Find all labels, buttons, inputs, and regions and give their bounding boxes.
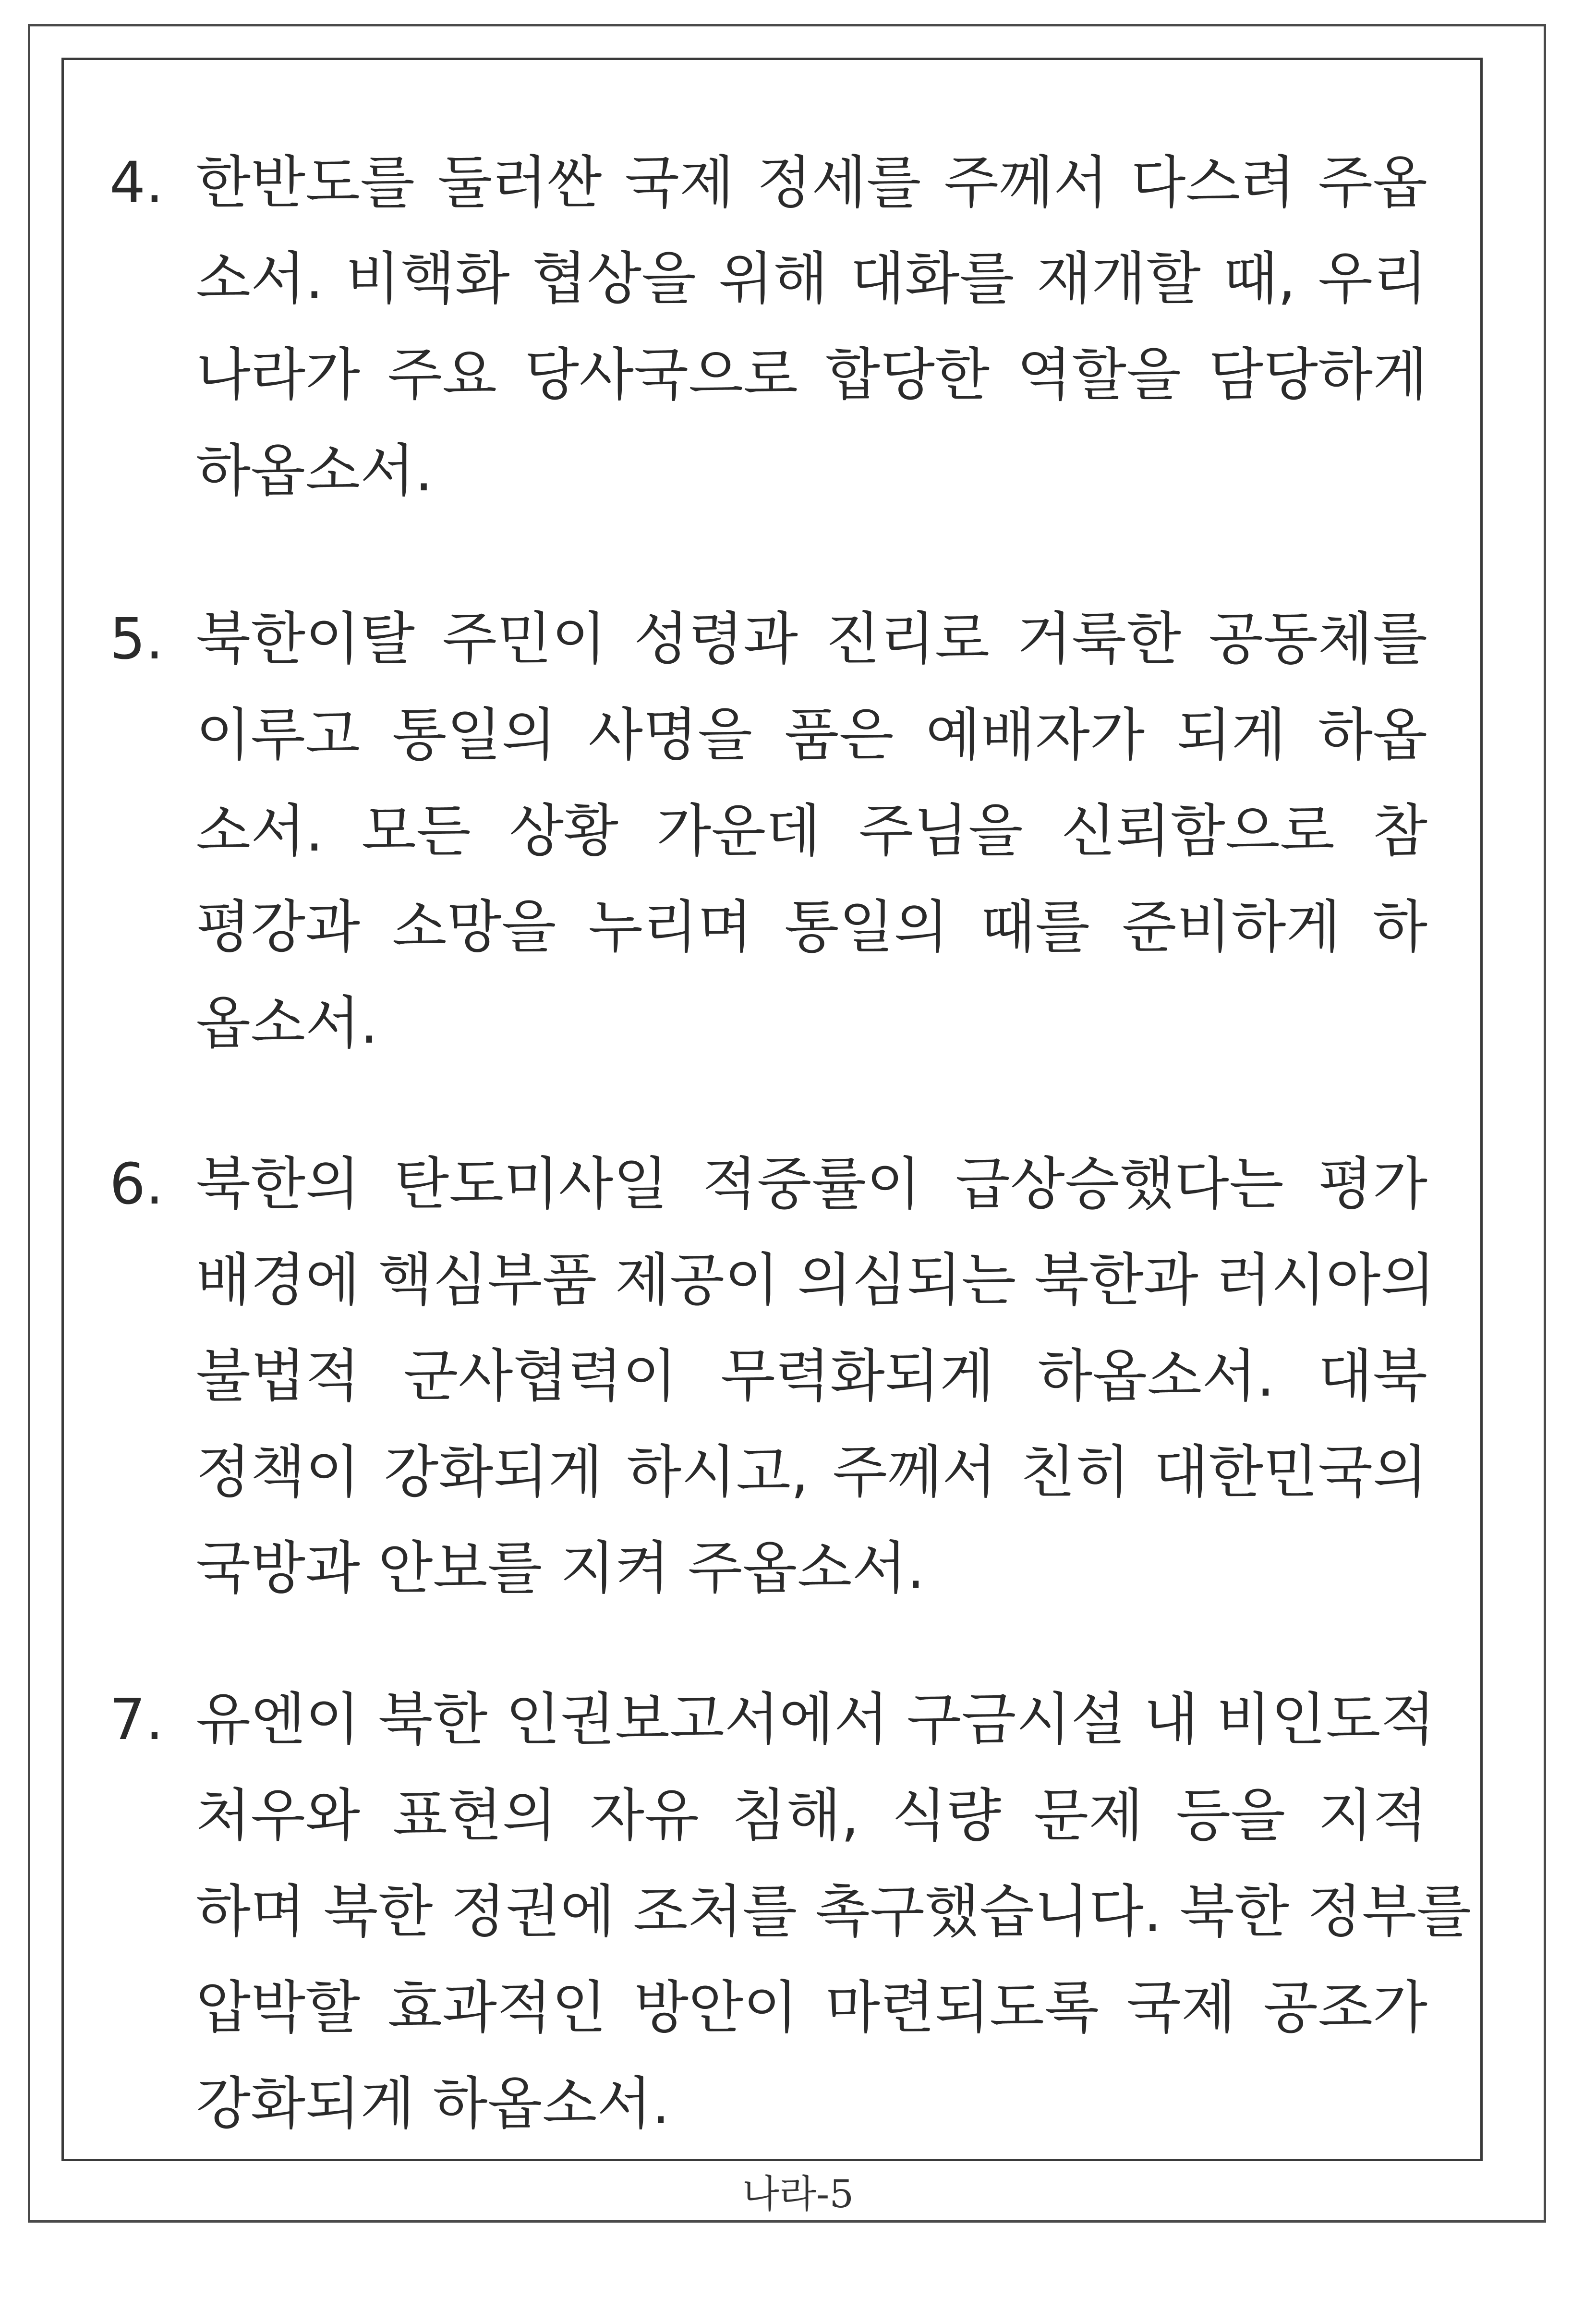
text-line <box>64 430 1480 511</box>
text-line <box>64 1679 1480 1760</box>
item-number: 5. <box>109 606 164 672</box>
item-text-line: 강화되게 하옵소서. <box>196 2070 670 2137</box>
text-line <box>64 598 1480 680</box>
item-text-line: 배경에 핵심부품 제공이 의심되는 북한과 러시아의 <box>196 1247 1436 1313</box>
item-text-line: 처우와 표현의 자유 침해, 식량 문제 등을 지적 <box>196 1782 1427 1849</box>
text-line <box>64 142 1480 223</box>
item-text-line: 불법적 군사협력이 무력화되게 하옵소서. 대북 <box>196 1343 1427 1409</box>
item-text-line: 이루고 통일의 사명을 품은 예배자가 되게 하옵 <box>196 702 1427 768</box>
item-text-line: 하옵소서. <box>196 438 433 504</box>
prayer-content-box <box>61 58 1483 2161</box>
text-line <box>64 1239 1480 1321</box>
text-line <box>64 1431 1480 1513</box>
item-number: 7. <box>109 1686 164 1752</box>
text-line <box>64 1527 1480 1609</box>
text-line <box>64 982 1480 1064</box>
item-number: 6. <box>109 1151 164 1217</box>
item-text-line: 압박할 효과적인 방안이 마련되도록 국제 공조가 <box>196 1974 1427 2041</box>
text-line <box>64 886 1480 968</box>
item-text-line: 소서. 비핵화 협상을 위해 대화를 재개할 때, 우리 <box>196 245 1427 312</box>
item-text-line: 국방과 안보를 지켜 주옵소서. <box>196 1535 925 1601</box>
item-text-line: 유엔이 북한 인권보고서에서 구금시설 내 비인도적 <box>196 1686 1436 1752</box>
text-line <box>64 1775 1480 1856</box>
text-line <box>64 2063 1480 2144</box>
item-text-line: 한반도를 둘러싼 국제 정세를 주께서 다스려 주옵 <box>196 149 1427 216</box>
item-text-line: 나라가 주요 당사국으로 합당한 역할을 담당하게 <box>196 341 1427 408</box>
text-line <box>64 1335 1480 1417</box>
item-text-line: 평강과 소망을 누리며 통일의 때를 준비하게 하 <box>196 894 1427 960</box>
item-number: 4. <box>109 149 164 216</box>
text-line <box>64 790 1480 872</box>
item-text-line: 하며 북한 정권에 조처를 촉구했습니다. 북한 정부를 <box>196 1878 1472 1945</box>
text-line <box>64 238 1480 319</box>
text-line <box>64 694 1480 776</box>
page-number: 나라-5 <box>742 2172 854 2216</box>
text-line <box>64 1967 1480 2048</box>
item-text-line: 소서. 모든 상황 가운데 주님을 신뢰함으로 참 <box>196 798 1427 864</box>
item-text-line: 정책이 강화되게 하시고, 주께서 친히 대한민국의 <box>196 1439 1427 1505</box>
item-text-line: 북한의 탄도미사일 적중률이 급상승했다는 평가 <box>196 1151 1427 1217</box>
text-line <box>64 334 1480 415</box>
item-text-line: 옵소서. <box>196 990 378 1056</box>
text-line <box>64 1871 1480 1952</box>
item-text-line: 북한이탈 주민이 성령과 진리로 거룩한 공동체를 <box>196 606 1427 672</box>
text-line <box>64 1143 1480 1225</box>
